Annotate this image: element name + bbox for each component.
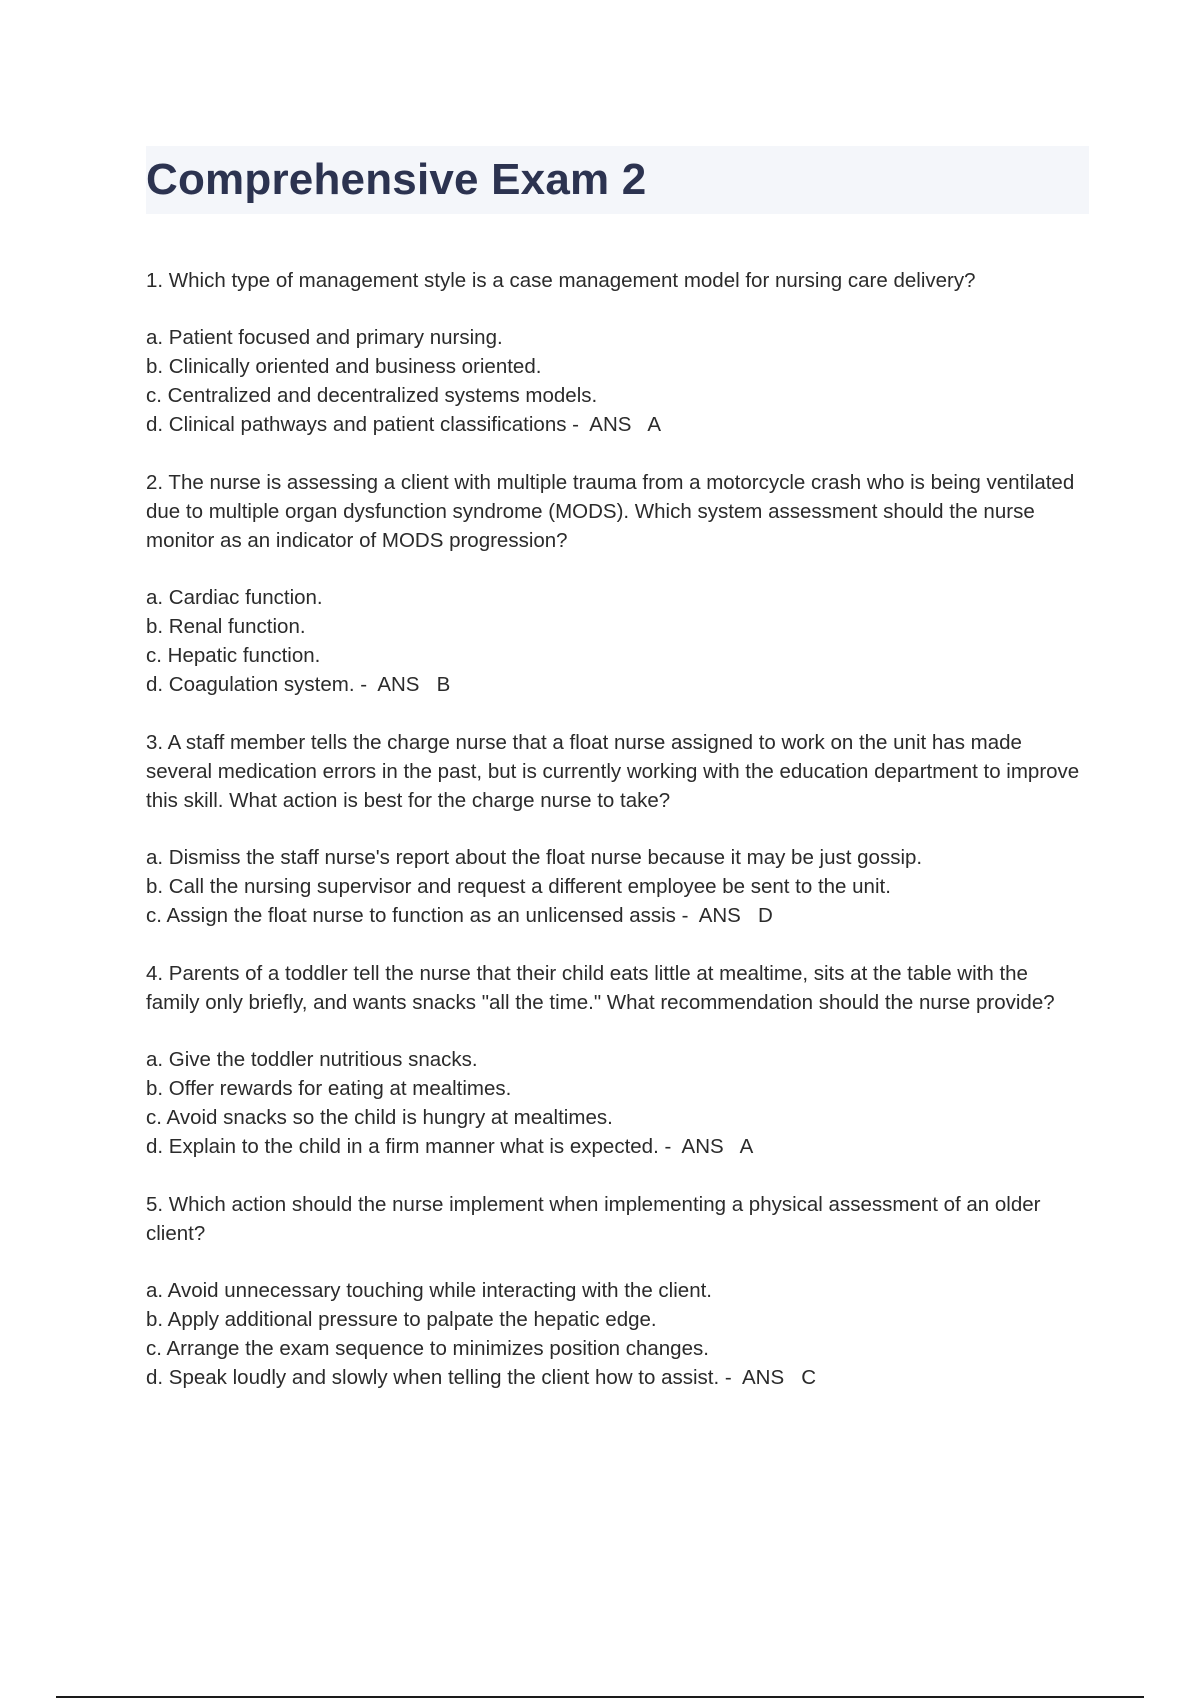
option-text: a. Dismiss the staff nurse's report about the float nurse because it may be just gossip. bbox=[146, 846, 923, 869]
answer-options bbox=[146, 1045, 1086, 1161]
option-text: d. Coagulation system. bbox=[146, 673, 355, 696]
question-stem: 5. Which action should the nurse implement when implementing a physical assessment of an older client? bbox=[146, 1193, 1041, 1245]
question-stem: 1. Which type of management style is a case management model for nursing care delivery? bbox=[146, 269, 976, 292]
question-item bbox=[146, 728, 1086, 930]
title-band bbox=[146, 146, 1089, 214]
option-text: d. Speak loudly and slowly when telling the client how to assist. bbox=[146, 1366, 720, 1389]
answer-option bbox=[146, 1045, 1086, 1074]
answer-options bbox=[146, 843, 1086, 930]
option-text: b. Call the nursing supervisor and request a different employee be sent to the unit. bbox=[146, 875, 891, 898]
page-title: Comprehensive Exam 2 bbox=[146, 155, 647, 204]
question-item bbox=[146, 266, 1086, 439]
answer-option bbox=[146, 641, 1086, 670]
answer-options bbox=[146, 1276, 1086, 1392]
option-text: a. Avoid unnecessary touching while interacting with the client. bbox=[146, 1279, 712, 1302]
option-text: c. Avoid snacks so the child is hungry at mealtimes. bbox=[146, 1106, 613, 1129]
answer-option bbox=[146, 583, 1086, 612]
answer-prefix: - ANS bbox=[354, 673, 437, 696]
answer-option bbox=[146, 352, 1086, 381]
option-text: d. Explain to the child in a firm manner what is expected. bbox=[146, 1135, 659, 1158]
answer-option bbox=[146, 872, 1086, 901]
answer-option bbox=[146, 1132, 1086, 1161]
option-text: b. Clinically oriented and business oriented. bbox=[146, 355, 542, 378]
answer-option bbox=[146, 901, 1086, 930]
answer-prefix: - ANS bbox=[675, 904, 758, 927]
question-stem: 4. Parents of a toddler tell the nurse that their child eats little at mealtime, sits at the table with the family only briefly, and wants snacks "all the time." What recommendation should the nurse provide? bbox=[146, 962, 1055, 1014]
option-text: b. Renal function. bbox=[146, 615, 306, 638]
option-text: b. Apply additional pressure to palpate the hepatic edge. bbox=[146, 1308, 657, 1331]
answer-prefix: - ANS bbox=[719, 1366, 802, 1389]
answer-option bbox=[146, 670, 1086, 699]
answer-option bbox=[146, 1305, 1086, 1334]
answer-key: A bbox=[647, 413, 662, 436]
answer-option bbox=[146, 612, 1086, 641]
option-text: a. Cardiac function. bbox=[146, 586, 323, 609]
answer-option bbox=[146, 1074, 1086, 1103]
option-text: b. Offer rewards for eating at mealtimes. bbox=[146, 1077, 512, 1100]
answer-option bbox=[146, 1334, 1086, 1363]
answer-option bbox=[146, 410, 1086, 439]
footer-divider bbox=[56, 1696, 1144, 1698]
answer-prefix: - ANS bbox=[658, 1135, 740, 1158]
answer-key: D bbox=[757, 904, 773, 927]
answer-option bbox=[146, 1363, 1086, 1392]
option-text: d. Clinical pathways and patient classifications bbox=[146, 413, 567, 436]
question-stem: 3. A staff member tells the charge nurse that a float nurse assigned to work on the unit has made several medication errors in the past, but is currently working with the education department to improve this skill. What action is best for the charge nurse to take? bbox=[146, 731, 1080, 812]
question-item bbox=[146, 959, 1086, 1161]
answer-prefix: - ANS bbox=[566, 413, 648, 436]
option-text: a. Patient focused and primary nursing. bbox=[146, 326, 503, 349]
option-text: a. Give the toddler nutritious snacks. bbox=[146, 1048, 478, 1071]
question-list bbox=[146, 266, 1086, 1421]
question-item bbox=[146, 468, 1086, 699]
answer-options bbox=[146, 583, 1086, 699]
answer-key: B bbox=[436, 673, 451, 696]
question-item bbox=[146, 1190, 1086, 1392]
option-text: c. Centralized and decentralized systems models. bbox=[146, 384, 598, 407]
answer-option bbox=[146, 323, 1086, 352]
answer-option bbox=[146, 843, 1086, 872]
answer-option bbox=[146, 1276, 1086, 1305]
answer-key: A bbox=[739, 1135, 754, 1158]
answer-option bbox=[146, 381, 1086, 410]
option-text: c. Assign the float nurse to function as an unlicensed assis bbox=[146, 904, 676, 927]
option-text: c. Hepatic function. bbox=[146, 644, 321, 667]
question-stem: 2. The nurse is assessing a client with multiple trauma from a motorcycle crash who is being ventilated due to multiple organ dysfunction syndrome (MODS). Which system assessment should the nurse monitor as an indicator of MODS progression? bbox=[146, 471, 1075, 552]
answer-option bbox=[146, 1103, 1086, 1132]
option-text: c. Arrange the exam sequence to minimizes position changes. bbox=[146, 1337, 709, 1360]
answer-key: C bbox=[801, 1366, 817, 1389]
answer-options bbox=[146, 323, 1086, 439]
